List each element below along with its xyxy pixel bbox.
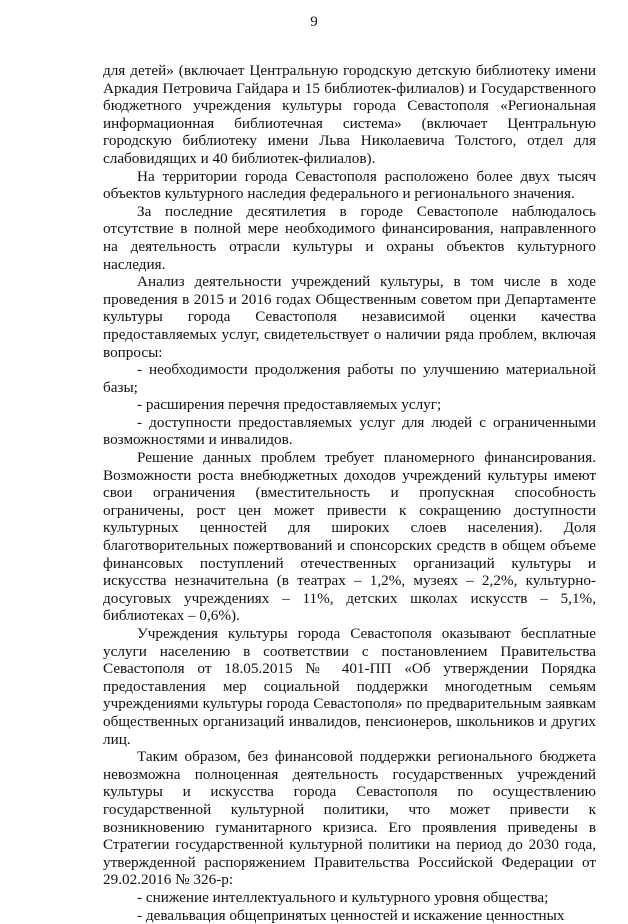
paragraph: Решение данных проблем требует планомерного финансирования. Возможности роста внебюджетных доходов учреждений культуры имеют свои ограничения (вместительность и пропускная способность ограничены, рост цен может привести к сокращению доступности культурных ценностей для широких слоев населения). Доля благотворительных пожертвований и спонсорских средств в общем объеме финансовых поступлений отечественных организаций культуры и искусства незначительна (в театрах – 1,2%, музеях – 2,2%, культурно-досуговых учреждениях – 11%, детских школах искусств – 5,1%, библиотеках – 0,6%).	[103, 449, 596, 625]
list-item: - расширения перечня предоставляемых услуг;	[103, 396, 596, 414]
paragraph: На территории города Севастополя расположено более двух тысяч объектов культурного наследия федерального и регионального значения.	[103, 168, 596, 203]
document-body	[103, 62, 596, 924]
page-number: 9	[0, 14, 628, 32]
list-item: - доступности предоставляемых услуг для людей с ограниченными возможностями и инвалидов.	[103, 414, 596, 449]
list-item: - необходимости продолжения работы по улучшению материальной базы;	[103, 361, 596, 396]
paragraph: Анализ деятельности учреждений культуры, в том числе в ходе проведения в 2015 и 2016 годах Общественным советом при Департаменте культуры города Севастополя независимой оценки качества предоставляемых услуг, свидетельствует о наличии ряда проблем, включая вопросы:	[103, 273, 596, 361]
paragraph: Таким образом, без финансовой поддержки регионального бюджета невозможна полноценная деятельность государственных учреждений культуры и искусства города Севастополя по осуществлению государственной культурной политики, что может привести к возникновению гуманитарного кризиса. Его проявления приведены в Стратегии государственной культурной политики на период до 2030 года, утвержденной распоряжением Правительства Российской Федерации от 29.02.2016 № 326-р:	[103, 748, 596, 889]
list-item: - снижение интеллектуального и культурного уровня общества;	[103, 889, 596, 907]
paragraph: Учреждения культуры города Севастополя оказывают бесплатные услуги населению в соответствии с постановлением Правительства Севастополя от 18.05.2015 № 401-ПП «Об утверждении Порядка предоставления мер социальной поддержки многодетным семьям учреждениями культуры города Севастополя» по предварительным заявкам общественных организаций инвалидов, пенсионеров, школьников и других лиц.	[103, 625, 596, 748]
paragraph: За последние десятилетия в городе Севастополе наблюдалось отсутствие в полной мере необходимого финансирования, направленного на деятельность отрасли культуры и охраны объектов культурного наследия.	[103, 203, 596, 273]
list-item: - девальвация общепринятых ценностей и искажение ценностных	[103, 907, 596, 924]
paragraph: для детей» (включает Центральную городскую детскую библиотеку имени Аркадия Петровича Гайдара и 15 библиотек-филиалов) и Государственного бюджетного учреждения культуры города Севастополя «Региональная информационная библиотечная система» (включает Центральную городскую библиотеку имени Льва Николаевича Толстого, отдел для слабовидящих и 40 библиотек-филиалов).	[103, 62, 596, 168]
